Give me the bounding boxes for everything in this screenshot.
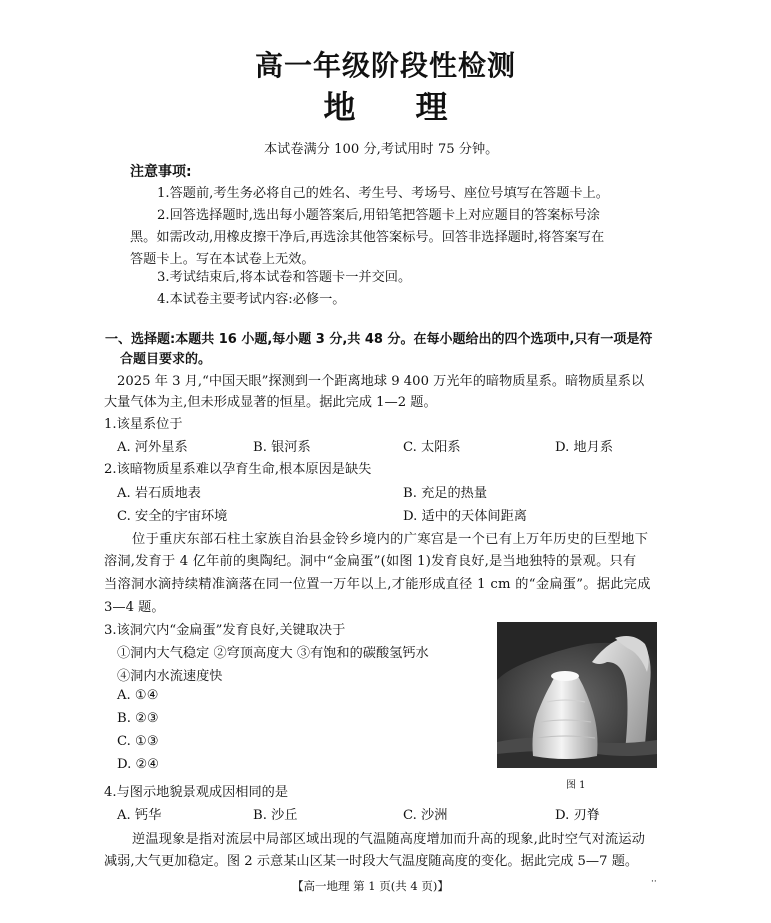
q4-option-d: D. 刃脊 — [555, 808, 600, 823]
notes-line: 4.本试卷主要考试内容:必修一。 — [157, 292, 346, 307]
notes-line: 答题卡上。写在本试卷上无效。 — [130, 252, 315, 267]
q3-option-a: A. ①④ — [117, 688, 159, 703]
question-1-stem: 1.该星系位于 — [104, 417, 183, 432]
figure-1-photo — [497, 622, 657, 768]
q4-option-c: C. 沙洲 — [403, 808, 448, 823]
q1-option-a: A. 河外星系 — [117, 440, 188, 455]
q4-option-b: B. 沙丘 — [253, 808, 298, 823]
page-footer: 【高一地理 第 1 页(共 4 页)】 — [292, 879, 449, 893]
exam-intro: 本试卷满分 100 分,考试用时 75 分钟。 — [264, 142, 499, 157]
section-heading-cont: 合题目要求的。 — [120, 352, 212, 367]
passage-line: 逆温现象是指对流层中局部区域出现的气温随高度增加而升高的现象,此时空气对流运动 — [132, 832, 646, 847]
passage-line: 3—4 题。 — [104, 600, 165, 615]
notes-line: 黑。如需改动,用橡皮擦干净后,再选涂其他答案标号。回答非选择题时,将答案写在 — [130, 230, 605, 245]
subject-char-1: 地 — [323, 88, 356, 126]
q3-factors: ①洞内大气稳定 ②穹顶高度大 ③有饱和的碳酸氢钙水 — [117, 646, 429, 661]
q3-option-c: C. ①③ — [117, 734, 159, 749]
passage-line: 减弱,大气更加稳定。图 2 示意某山区某一时段大气温度随高度的变化。据此完成 5—7 题。 — [104, 854, 639, 869]
q2-option-b: B. 充足的热量 — [403, 486, 488, 501]
q3-option-b: B. ②③ — [117, 711, 159, 726]
q3-option-d: D. ②④ — [117, 757, 160, 772]
notes-title: 注意事项: — [130, 164, 192, 180]
exam-title: 高一年级阶段性检测 — [254, 49, 516, 82]
section-heading: 一、选择题:本题共 16 小题,每小题 3 分,共 48 分。在每小题给出的四个选项中,只有一项是符 — [105, 332, 653, 347]
q2-option-c: C. 安全的宇宙环境 — [117, 509, 228, 524]
question-3-stem: 3.该洞穴内“金扁蛋”发育良好,关键取决于 — [104, 623, 346, 638]
notes-line: 3.考试结束后,将本试卷和答题卡一并交回。 — [157, 270, 412, 285]
notes-line: 1.答题前,考生务必将自己的姓名、考生号、考场号、座位号填写在答题卡上。 — [157, 186, 609, 201]
figure-1-caption: 图 1 — [566, 780, 586, 791]
corner-mark: ·· — [651, 877, 657, 887]
q2-option-a: A. 岩石质地表 — [117, 486, 201, 501]
passage-line: 大量气体为主,但未形成显著的恒星。据此完成 1—2 题。 — [104, 395, 437, 410]
subject-char-2: 理 — [415, 88, 448, 126]
passage-line: 位于重庆东部石柱土家族自治县金铃乡境内的广寒宫是一个已有上万年历史的巨型地下 — [132, 532, 649, 547]
cave-stalagmite-image — [497, 622, 657, 768]
q2-option-d: D. 适中的天体间距离 — [403, 509, 527, 524]
q4-option-a: A. 钙华 — [117, 808, 162, 823]
q1-option-d: D. 地月系 — [555, 440, 614, 455]
subject-title — [0, 82, 771, 128]
passage-line: 当溶洞水滴持续精准滴落在同一位置一万年以上,才能形成直径 1 cm 的“金扁蛋”。据此完成 — [104, 577, 651, 592]
q3-factors: ④洞内水流速度快 — [117, 669, 223, 684]
passage-line: 溶洞,发育于 4 亿年前的奥陶纪。洞中“金扁蛋”(如图 1)发育良好,是当地独特的景观。只有 — [104, 554, 637, 569]
q1-option-c: C. 太阳系 — [403, 440, 461, 455]
question-2-stem: 2.该暗物质星系难以孕育生命,根本原因是缺失 — [104, 462, 372, 477]
q1-option-b: B. 银河系 — [253, 440, 311, 455]
notes-line: 2.回答选择题时,选出每小题答案后,用铅笔把答题卡上对应题目的答案标号涂 — [157, 208, 600, 223]
question-4-stem: 4.与图示地貌景观成因相同的是 — [104, 785, 289, 800]
passage-line: 2025 年 3 月,“中国天眼”探测到一个距离地球 9 400 万光年的暗物质星系。暗物质星系以 — [117, 374, 645, 389]
